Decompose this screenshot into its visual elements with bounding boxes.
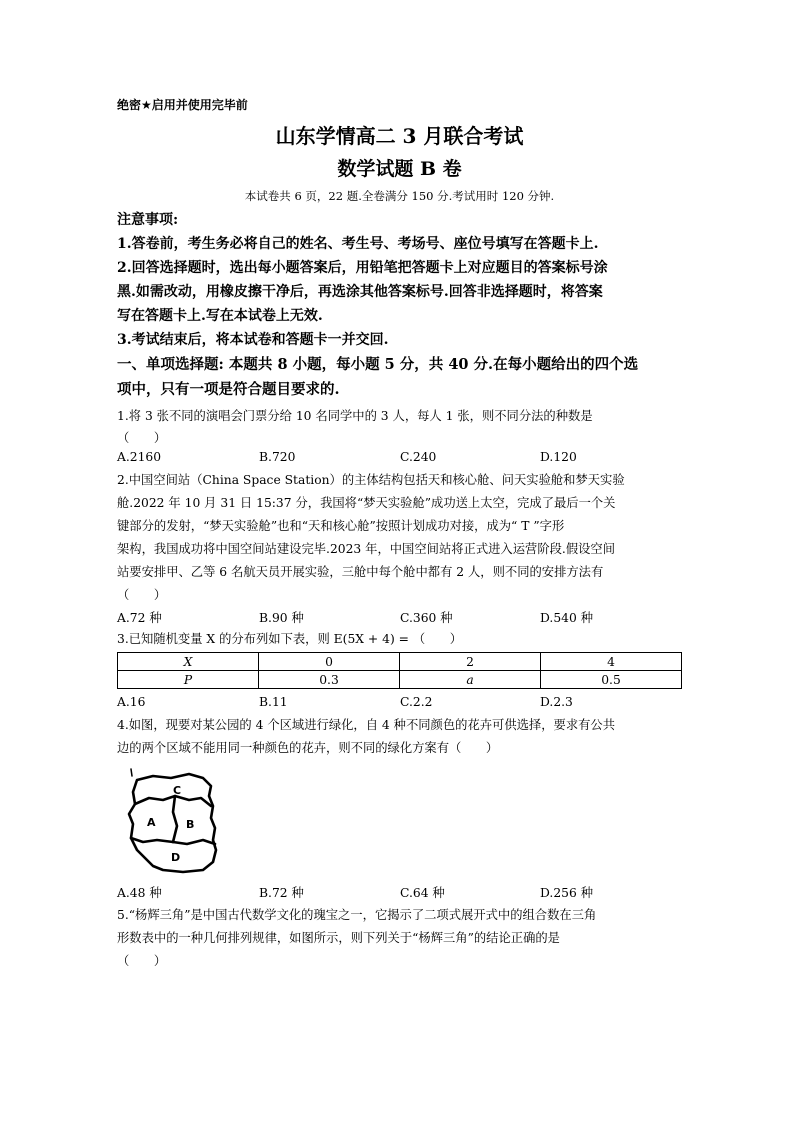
park-region-map xyxy=(123,766,223,881)
table-cell: 0 xyxy=(259,653,400,671)
notice-line: 2.回答选择题时，选出每小题答案后，用铅笔把答题卡上对应题目的答案标号涂 xyxy=(117,260,608,276)
question-2-text: 架构，我国成功将中国空间站建设完毕.2023 年，中国空间站将正式进入运营阶段.假设空间 xyxy=(117,542,616,556)
region-label-b: B xyxy=(186,818,195,831)
q4-option-d: D.256 种 xyxy=(540,886,594,900)
q1-option-d: D.120 xyxy=(540,450,577,464)
question-3-text: 3.已知随机变量 X 的分布列如下表，则 E(5X + 4) = （ ） xyxy=(117,632,463,646)
notice-line: 黑.如需改动，用橡皮擦干净后，再选涂其他答案标号.回答非选择题时，将答案 xyxy=(117,284,603,300)
q4-option-b: B.72 种 xyxy=(259,886,304,900)
q3-option-d: D.2.3 xyxy=(540,695,573,709)
q2-option-d: D.540 种 xyxy=(540,611,594,625)
question-4-text: 4.如图，现要对某公园的 4 个区域进行绿化，自 4 种不同颜色的花卉可供选择，要求有公共 xyxy=(117,718,616,732)
table-cell: 2 xyxy=(400,653,541,671)
confidential-label: 绝密★启用并使用完毕前 xyxy=(117,98,248,112)
question-2-text: 2.中国空间站（China Space Station）的主体结构包括天和核心舱、问天实验舱和梦天实验 xyxy=(117,473,625,487)
q2-option-b: B.90 种 xyxy=(259,611,304,625)
question-5-text: 形数表中的一种几何排列规律，如图所示，则下列关于“杨辉三角”的结论正确的是 xyxy=(117,931,560,945)
q4-option-a: A.48 种 xyxy=(117,886,162,900)
table-cell: P xyxy=(118,671,259,689)
table-cell: 0.3 xyxy=(259,671,400,689)
question-5-text: 5.“杨辉三角”是中国古代数学文化的瑰宝之一，它揭示了二项式展开式中的组合数在三角 xyxy=(117,908,597,922)
table-row xyxy=(118,671,682,689)
notice-line: 1.答卷前，考生务必将自己的姓名、考生号、考场号、座位号填写在答题卡上. xyxy=(117,236,599,252)
notice-line: 写在答题卡上.写在本试卷上无效. xyxy=(117,308,323,324)
question-5-bracket: （ ） xyxy=(117,954,167,968)
distribution-table xyxy=(117,652,682,689)
region-label-d: D xyxy=(171,851,181,864)
exam-title: 山东学情高二 3 月联合考试 xyxy=(275,124,524,148)
question-2-bracket: （ ） xyxy=(117,588,167,602)
table-cell: 4 xyxy=(541,653,682,671)
table-cell: a xyxy=(400,671,541,689)
q4-option-c: C.64 种 xyxy=(400,886,445,900)
notice-line: 3.考试结束后，将本试卷和答题卡一并交回. xyxy=(117,332,389,348)
q1-option-b: B.720 xyxy=(259,450,296,464)
section-heading: 一、单项选择题: 本题共 8 小题，每小题 5 分，共 40 分.在每小题给出的四个选 xyxy=(117,356,639,373)
section-heading: 项中，只有一项是符合题目要求的. xyxy=(117,381,340,398)
question-2-text: 键部分的发射，“梦天实验舱”也和“天和核心舱”按照计划成功对接，成为“ T ”字形 xyxy=(117,519,565,533)
exam-subtitle: 数学试题 B 卷 xyxy=(337,158,462,180)
region-label-c: C xyxy=(173,784,182,797)
q3-option-c: C.2.2 xyxy=(400,695,433,709)
exam-info: 本试卷共 6 页，22 题.全卷满分 150 分.考试用时 120 分钟. xyxy=(244,189,555,203)
notice-heading: 注意事项: xyxy=(117,212,179,228)
table-cell: X xyxy=(118,653,259,671)
q3-option-b: B.11 xyxy=(259,695,288,709)
question-1-text: 1.将 3 张不同的演唱会门票分给 10 名同学中的 3 人，每人 1 张，则不同分法的种数是 xyxy=(117,409,593,423)
question-4-text: 边的两个区域不能用同一种颜色的花卉，则不同的绿化方案有（ ） xyxy=(117,741,499,755)
question-2-text: 站要安排甲、乙等 6 名航天员开展实验，三舱中每个舱中都有 2 人，则不同的安排方法有 xyxy=(117,565,604,579)
q2-option-a: A.72 种 xyxy=(117,611,162,625)
table-cell: 0.5 xyxy=(541,671,682,689)
q1-option-c: C.240 xyxy=(400,450,437,464)
region-label-a: A xyxy=(147,816,156,829)
table-row xyxy=(118,653,682,671)
q2-option-c: C.360 种 xyxy=(400,611,453,625)
question-2-text: 舱.2022 年 10 月 31 日 15:37 分，我国将“梦天实验舱”成功送上太空，完成了最后一个关 xyxy=(117,496,616,510)
q3-option-a: A.16 xyxy=(117,695,146,709)
q1-option-a: A.2160 xyxy=(117,450,162,464)
question-1-bracket: （ ） xyxy=(117,431,167,445)
